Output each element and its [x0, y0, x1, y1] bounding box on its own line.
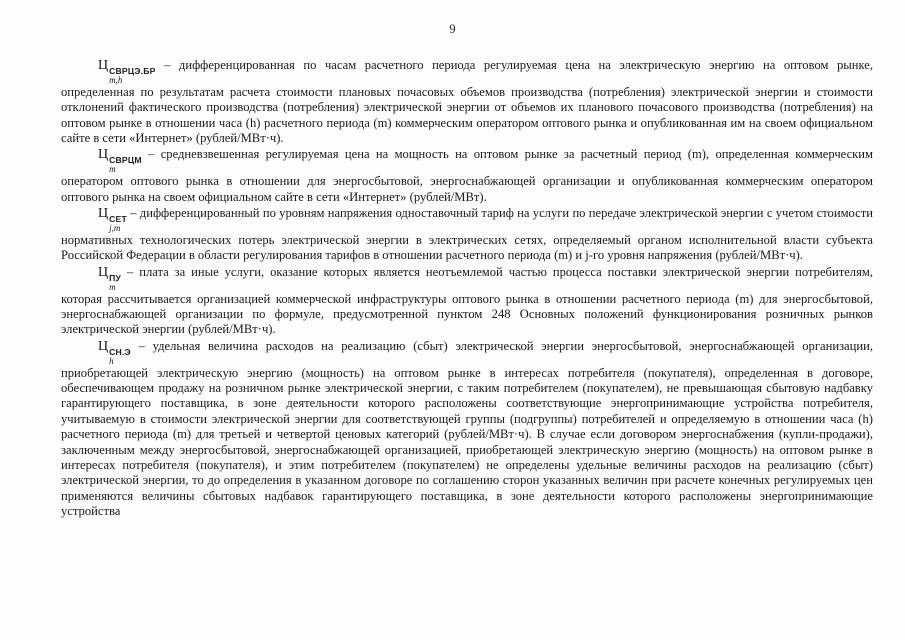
price-symbol	[98, 206, 127, 233]
definition-text: – дифференцированный по уровням напряжения одноставочный тариф на услуги по передаче электрической энергии с учетом стоимости нормативных технологических потерь электрической энергии в электрических сетях, определяемый органом исполнительной власти субъекта Российской Федерации в области регулирования тарифов в отношении расчетного периода (m) и j-го уровня напряжения (рублей/МВт·ч).	[61, 206, 873, 263]
symbol-superscript: СЕТ	[109, 214, 127, 225]
definition-text: – дифференцированная по часам расчетного периода регулируемая цена на электрическую энергию на оптовом рынке, определенная по результатам расчета стоимости плановых почасовых объемов производства (потребления) электрической энергии и стоимости отклонений фактического производства (потребления) электрической энергии от объемов их планового почасового производства (потребления) на оптовом рынке в отношении часа (h) расчетного периода (m) коммерческим оператором оптового рынка и опубликованная им на своем официальном сайте в сети «Интернет» (рублей/МВт·ч).	[61, 58, 873, 146]
definition-paragraph	[61, 339, 873, 519]
symbol-superscript: ПУ	[109, 272, 122, 283]
symbol-superscript: СВРЦЭ.БР	[109, 66, 156, 76]
symbol-subscript: m,h	[109, 75, 123, 85]
symbol-base: Ц	[98, 58, 109, 73]
symbol-base: Ц	[98, 264, 109, 280]
symbol-subscript: h	[109, 355, 114, 366]
symbol-subscript: j,m	[109, 223, 121, 234]
price-symbol	[98, 58, 156, 85]
symbol-subscript: m	[109, 281, 116, 292]
symbol-superscript: СВРЦМ	[109, 155, 142, 166]
symbol-superscript: СН.Э	[109, 346, 131, 357]
definition-text: – средневзвешенная регулируемая цена на мощность на оптовом рынке за расчетный период (m), определенная коммерческим оператором оптового рынка в отношении для энергосбытовой, энергоснабжающей организации и опубликованная коммерческим оператором оптового рынка на своем официальном сайте в сети «Интернет» (рублей/МВт).	[61, 147, 873, 204]
definition-paragraph	[61, 58, 873, 146]
definition-text: – плата за иные услуги, оказание которых является неотъемлемой частью процесса поставки электрической энергии потребителям, которая рассчитывается организацией коммерческой инфраструктуры оптового рынка в отношении расчетного периода (m) для энергосбытовой, энергоснабжающей организации по формуле, предусмотренной пунктом 248 Основных положений функционирования розничных рынков электрической энергии (рублей/МВт·ч).	[61, 264, 873, 337]
price-symbol	[98, 339, 131, 366]
definition-paragraph	[61, 206, 873, 264]
definition-paragraph	[61, 147, 873, 205]
symbol-base: Ц	[98, 338, 109, 354]
document-body	[61, 58, 873, 520]
price-symbol	[98, 147, 142, 174]
page-number: 9	[449, 22, 456, 36]
symbol-base: Ц	[98, 206, 109, 222]
definition-text: – удельная величина расходов на реализацию (сбыт) электрической энергии энергосбытовой, энергоснабжающей организации, приобретающей электрическую энергию (мощность) на оптовом рынке в интересах потребителя (покупателя), определенная в договоре, обеспечивающем продажу на розничном рынке электрической энергии, с таким потребителем (покупателем), не превышающая сбытовую надбавку гарантирующего поставщика, в зоне деятельности которого расположены соответствующие энергопринимающие устройства потребителя, учитываемую в стоимости электрической энергии для соответствующей группы (подгруппы) потребителей и определяемую в отношении часа (h) расчетного периода (m) для третьей и четвертой ценовых категорий (рублей/МВт·ч). В случае если договором энергоснабжения (купли-продажи), заключенным между энергосбытовой, энергоснабжающей организацией, приобретающей электрическую энергию (мощность) на оптовом рынке в интересах потребителя (покупателя), и этим потребителем (покупателем) не определены удельные величины расходов на реализацию (сбыт) электрической энергии, то до определения в указанном договоре по соглашению сторон указанных величин при расчете конечных регулируемых цен применяются величины сбытовых надбавок гарантирующего поставщика, в зоне деятельности которого расположены энергопринимающие устройства	[61, 338, 873, 518]
price-symbol	[98, 265, 121, 292]
definition-paragraph	[61, 265, 873, 338]
symbol-base: Ц	[98, 147, 109, 163]
symbol-subscript: m	[109, 164, 116, 175]
